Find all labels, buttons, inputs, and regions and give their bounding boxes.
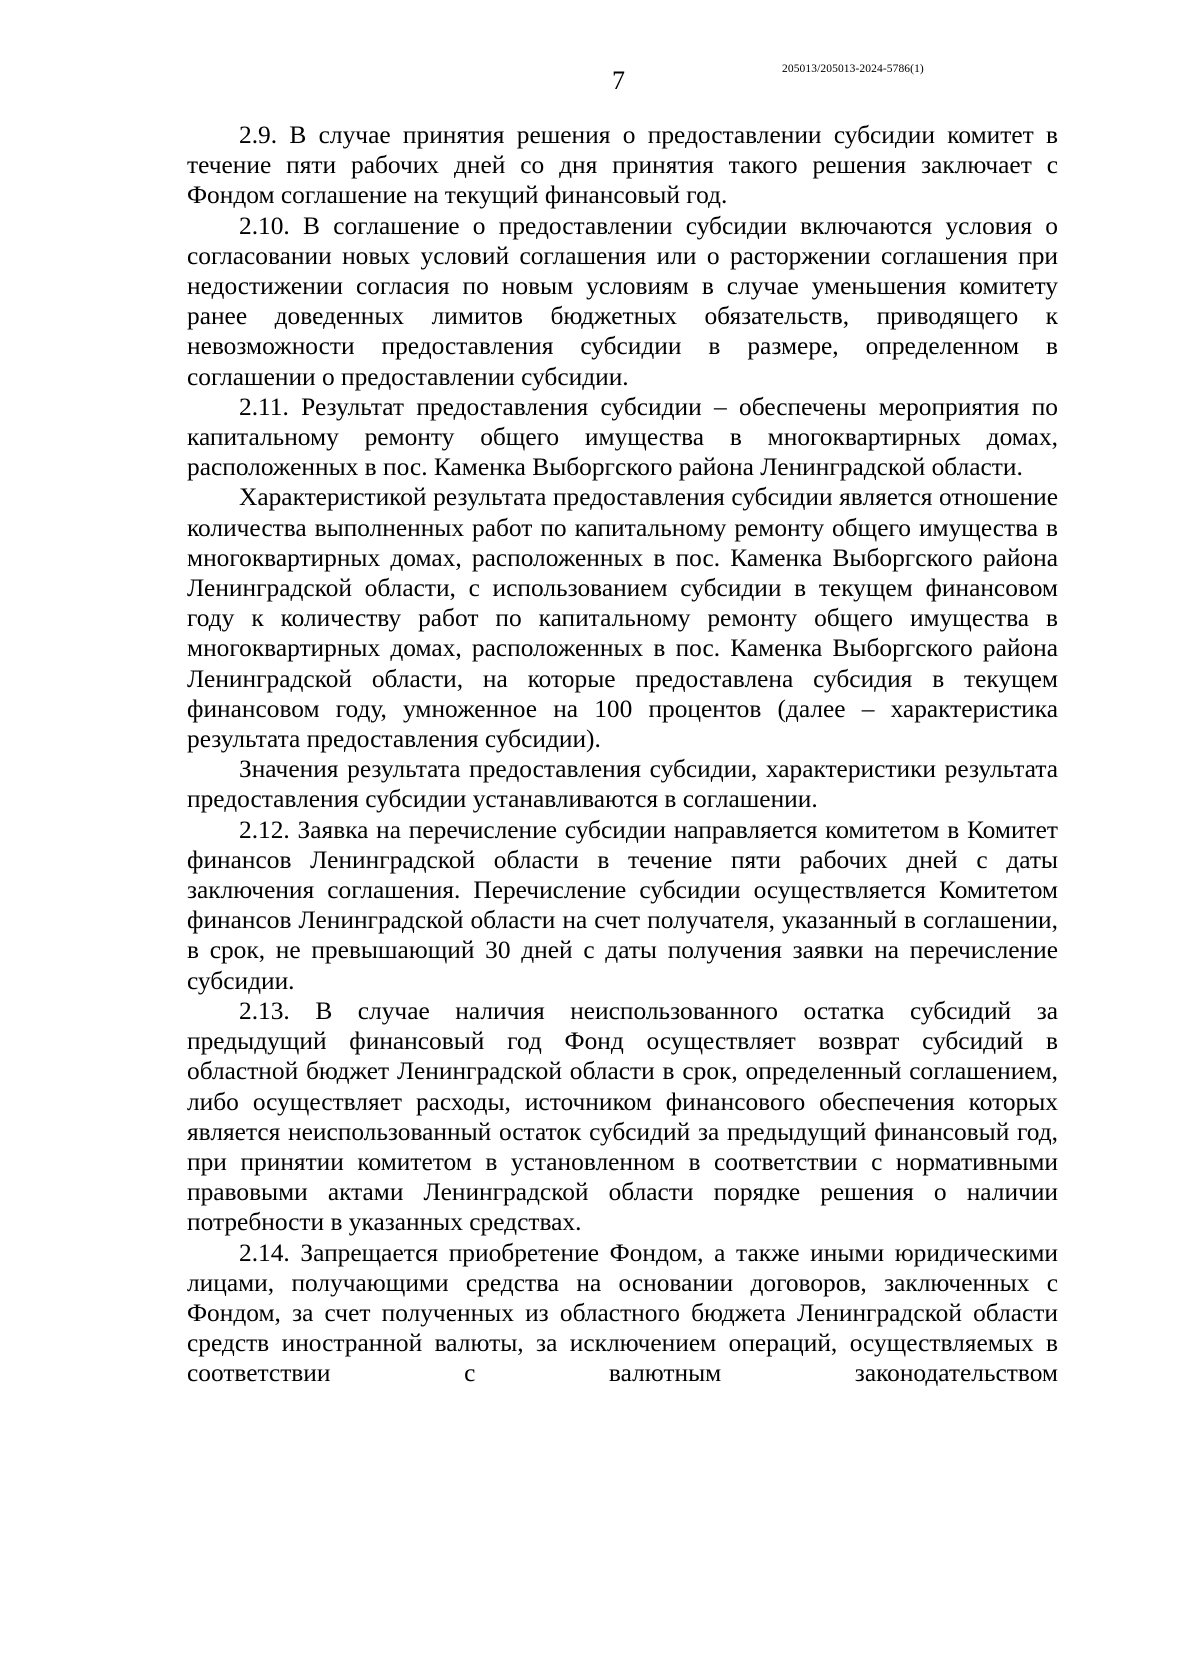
page-number: 7 <box>612 66 625 95</box>
document-id: 205013/205013-2024-5786(1) <box>782 63 924 75</box>
paragraph-result-characteristic: Характеристикой результата предоставления субсидии является отношение количества выполненных работ по капитальному ремонту общего имущества в многоквартирных домах, расположенных в пос. Каменка Выборгского района Ленинградской области, с использованием субсидии в текущем финансовом году к количеству работ по капитальному ремонту общего имущества в многоквартирных домах, расположенных в пос. Каменка Выборгского района Ленинградской области, на которые предоставлена субсидия в текущем финансовом году, умноженное на 100 процентов (далее – характеристика результата предоставления субсидии). <box>187 483 1058 754</box>
paragraph-2-14: 2.14. Запрещается приобретение Фондом, а также иными юридическими лицами, получающими средства на основании договоров, заключенных с Фондом, за счет полученных из областного бюджета Ленинградской области средств иностранной валюты, за исключением операций, осуществляемых в соответствии с валютным законодательством <box>187 1238 1058 1388</box>
paragraph-2-13: 2.13. В случае наличия неиспользованного остатка субсидий за предыдущий финансовый год Фонд осуществляет возврат субсидий в областной бюджет Ленинградской области в срок, определенный соглашением, либо осуществляет расходы, источником финансового обеспечения которых является неиспользованный остаток субсидий за предыдущий финансовый год, при принятии комитетом в установленном в соответствии с нормативными правовыми актами Ленинградской области порядке решения о наличии потребности в указанных средствах. <box>187 996 1058 1237</box>
paragraph-2-9: 2.9. В случае принятия решения о предоставлении субсидии комитет в течение пяти рабочих дней со дня принятия такого решения заключает с Фондом соглашение на текущий финансовый год. <box>187 121 1058 210</box>
paragraph-2-10: 2.10. В соглашение о предоставлении субсидии включаются условия о согласовании новых условий соглашения или о расторжении соглашения при недостижении согласия по новым условиям в случае уменьшения комитету ранее доведенных лимитов бюджетных обязательств, приводящего к невозможности предоставления субсидии в размере, определенном в соглашении о предоставлении субсидии. <box>187 211 1058 391</box>
paragraph-2-11: 2.11. Результат предоставления субсидии – обеспечены мероприятия по капитальному ремонту общего имущества в многоквартирных домах, расположенных в пос. Каменка Выборгского района Ленинградской области. <box>187 392 1058 482</box>
paragraph-2-12: 2.12. Заявка на перечисление субсидии направляется комитетом в Комитет финансов Ленинградской области в течение пяти рабочих дней с даты заключения соглашения. Перечисление субсидии осуществляется Комитетом финансов Ленинградской области на счет получателя, указанный в соглашении, в срок, не превышающий 30 дней с даты получения заявки на перечисление субсидии. <box>187 815 1058 995</box>
document-body <box>187 120 1058 1389</box>
paragraph-result-values: Значения результата предоставления субсидии, характеристики результата предоставления субсидии устанавливаются в соглашении. <box>187 755 1058 814</box>
